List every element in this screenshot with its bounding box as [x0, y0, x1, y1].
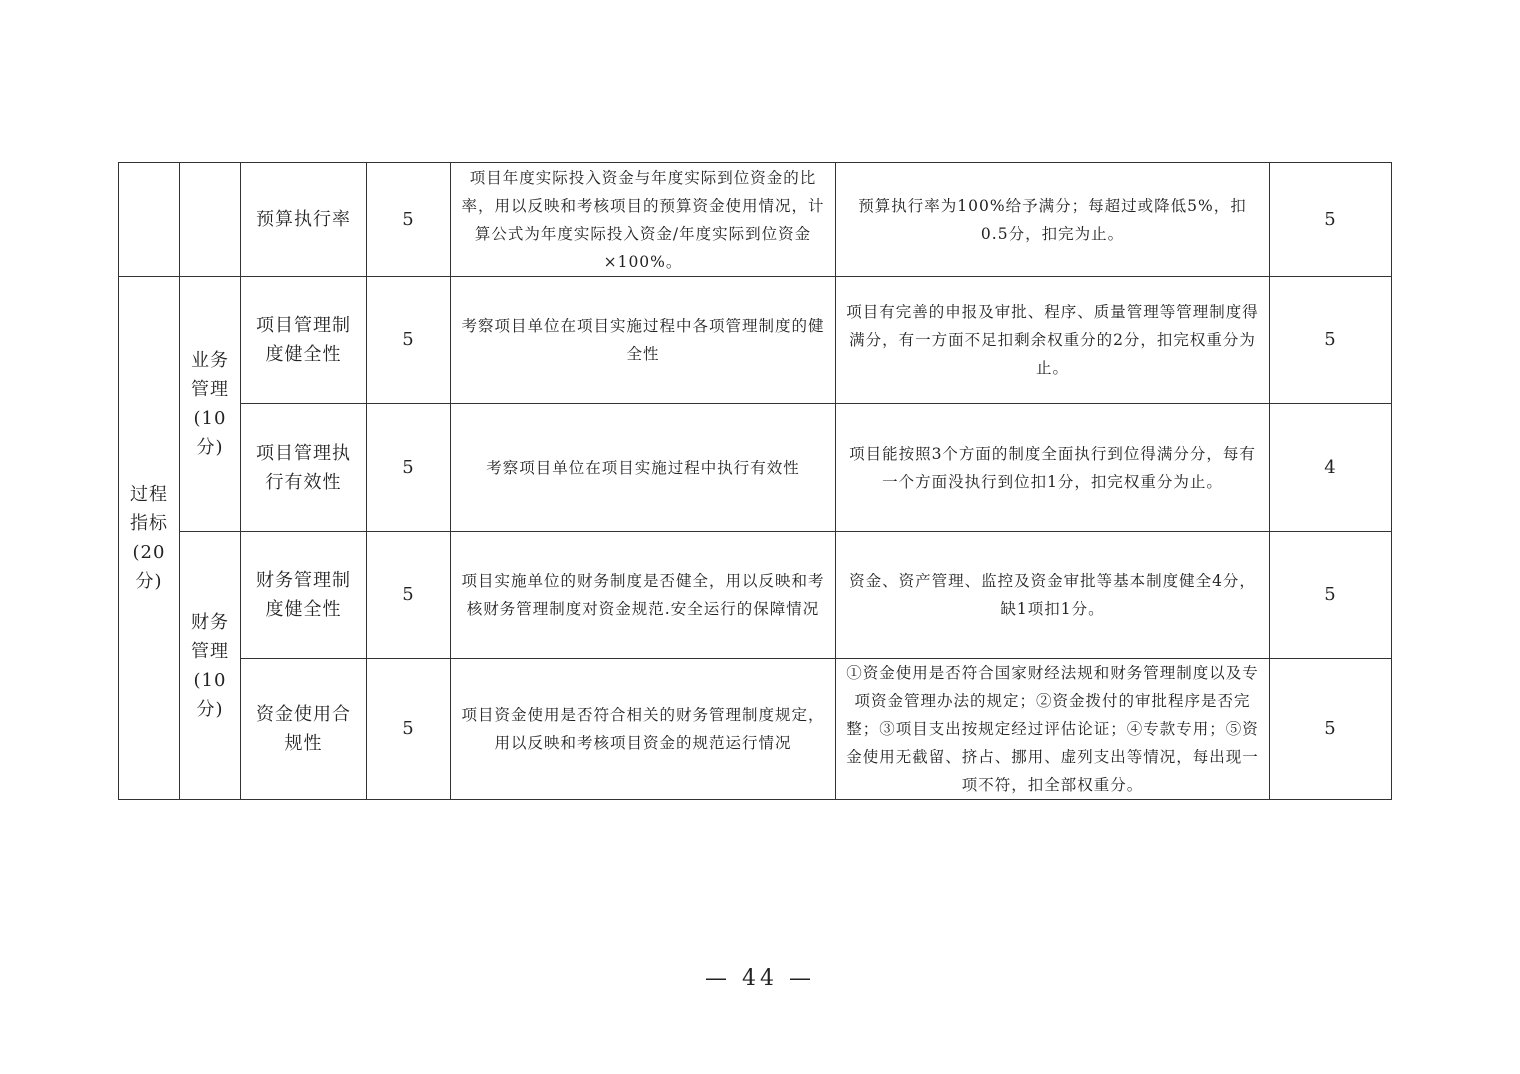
indicator-name: 财务管理制度健全性: [241, 532, 367, 659]
indicator-score: 5: [1270, 163, 1392, 277]
indicator-score: 4: [1270, 404, 1392, 532]
indicator-explanation: 项目实施单位的财务制度是否健全，用以反映和考核财务管理制度对资金规范.安全运行的保障情况: [451, 532, 836, 659]
indicator-name: 项目管理执行有效性: [241, 404, 367, 532]
table-row: [119, 277, 1392, 404]
level2-business-management: 业务管理(10分): [180, 277, 241, 532]
page-number: — 44 —: [705, 966, 815, 991]
evaluation-table: [118, 162, 1392, 800]
level2-finance-management: 财务管理(10分): [180, 532, 241, 800]
indicator-weight: 5: [367, 404, 451, 532]
indicator-weight: 5: [367, 163, 451, 277]
scoring-criteria: 项目能按照3个方面的制度全面执行到位得满分分，每有一个方面没执行到位扣1分，扣完权重分为止。: [836, 404, 1270, 532]
indicator-score: 5: [1270, 277, 1392, 404]
indicator-name: 资金使用合规性: [241, 659, 367, 800]
indicator-explanation: 考察项目单位在项目实施过程中各项管理制度的健全性: [451, 277, 836, 404]
indicator-name: 预算执行率: [241, 163, 367, 277]
indicator-weight: 5: [367, 277, 451, 404]
table-row: [119, 163, 1392, 277]
table-row: [119, 532, 1392, 659]
table-row: [119, 659, 1392, 800]
indicator-explanation: 项目资金使用是否符合相关的财务管理制度规定，用以反映和考核项目资金的规范运行情况: [451, 659, 836, 800]
scoring-criteria: 预算执行率为100%给予满分；每超过或降低5%，扣0.5分，扣完为止。: [836, 163, 1270, 277]
indicator-weight: 5: [367, 532, 451, 659]
level2-cell-empty: [180, 163, 241, 277]
indicator-weight: 5: [367, 659, 451, 800]
scoring-criteria: 项目有完善的申报及审批、程序、质量管理等管理制度得满分，有一方面不足扣剩余权重分的2分，扣完权重分为止。: [836, 277, 1270, 404]
table-row: [119, 404, 1392, 532]
indicator-explanation: 项目年度实际投入资金与年度实际到位资金的比率，用以反映和考核项目的预算资金使用情况，计算公式为年度实际投入资金/年度实际到位资金×100%。: [451, 163, 836, 277]
level1-cell-empty: [119, 163, 180, 277]
scoring-criteria: ①资金使用是否符合国家财经法规和财务管理制度以及专项资金管理办法的规定；②资金拨付的审批程序是否完整；③项目支出按规定经过评估论证；④专款专用；⑤资金使用无截留、挤占、挪用、虚列支出等情况，每出现一项不符，扣全部权重分。: [836, 659, 1270, 800]
scoring-criteria: 资金、资产管理、监控及资金审批等基本制度健全4分，缺1项扣1分。: [836, 532, 1270, 659]
indicator-name: 项目管理制度健全性: [241, 277, 367, 404]
indicator-score: 5: [1270, 532, 1392, 659]
indicator-explanation: 考察项目单位在项目实施过程中执行有效性: [451, 404, 836, 532]
indicator-score: 5: [1270, 659, 1392, 800]
level1-process-indicator: 过程指标(20分): [119, 277, 180, 800]
